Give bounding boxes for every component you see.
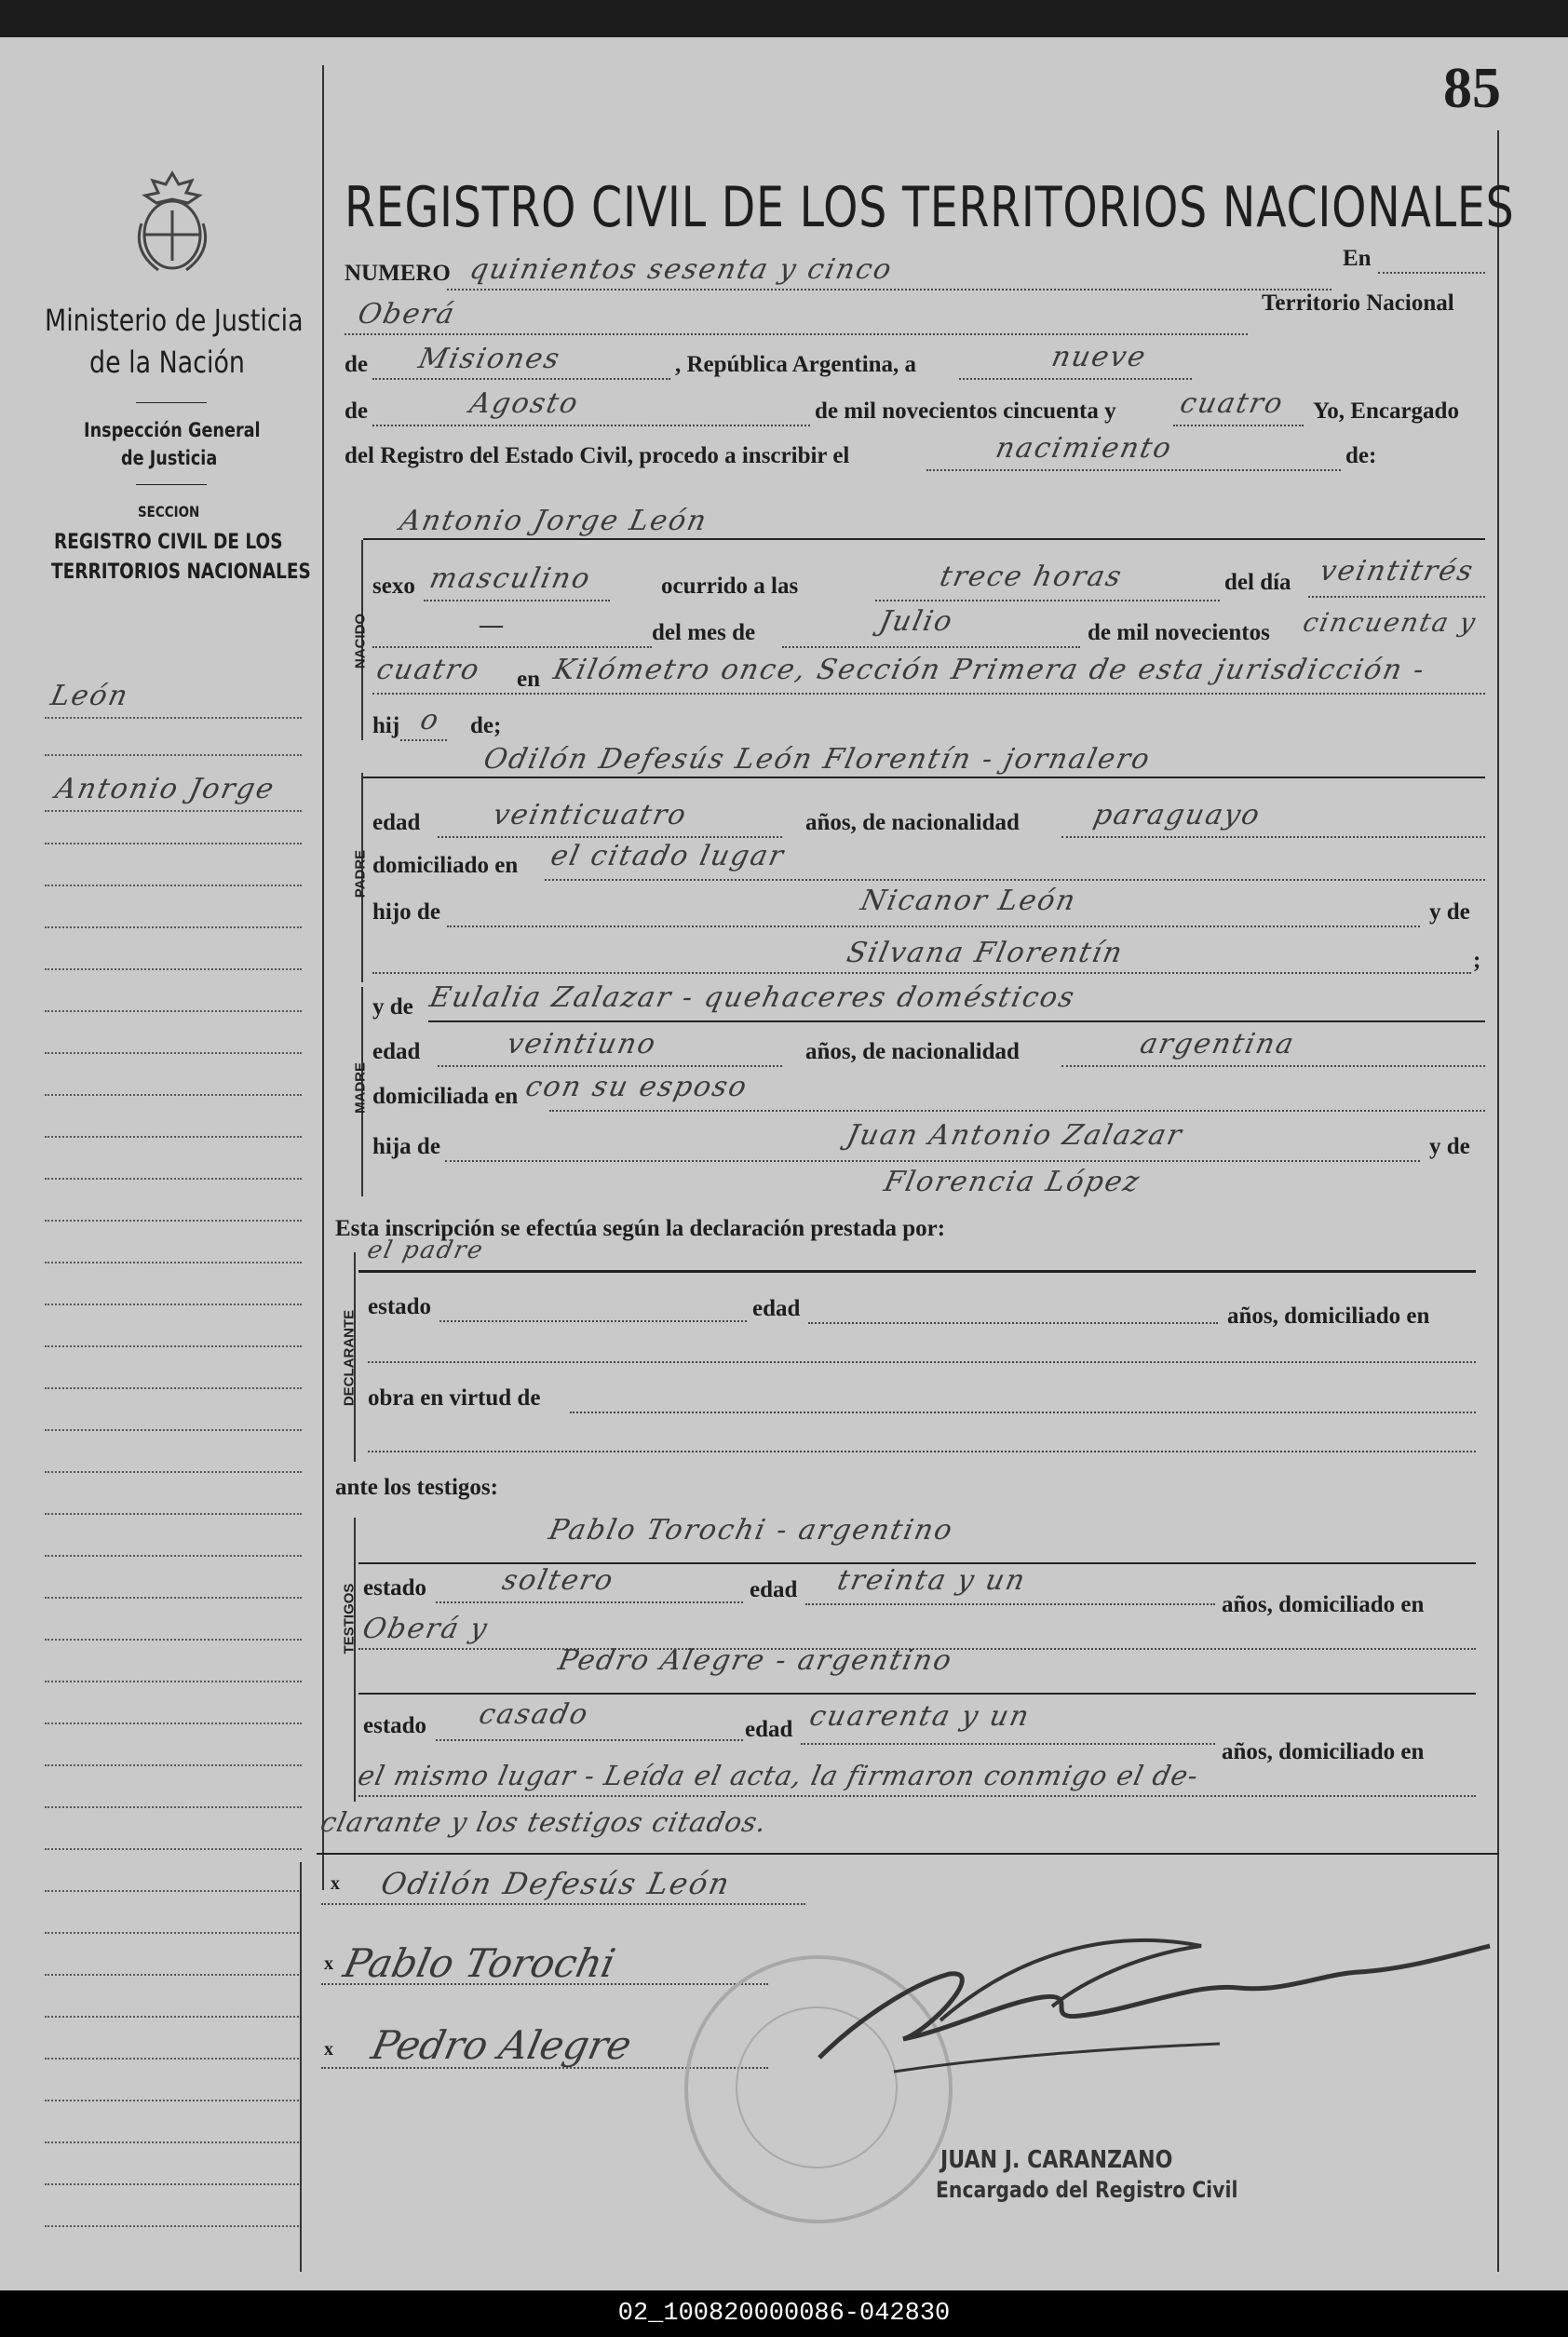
de-label-1: de [345, 352, 368, 377]
nacido-section-label: NACIDO [352, 613, 369, 669]
mes-label: del mes de [652, 620, 756, 645]
national-emblem-icon [130, 168, 214, 279]
declarante-edad-label: edad [752, 1296, 801, 1321]
sexo-value: masculino [426, 562, 595, 595]
birth-dash: — [480, 613, 503, 638]
officer-title: Encargado del Registro Civil [936, 2177, 1238, 2203]
republica-label: , República Argentina, a [675, 352, 917, 377]
officer-name: JUAN J. CARANZANO [940, 2146, 1173, 2174]
madre-nac-label: años, de nacionalidad [805, 1039, 1020, 1064]
year-label: de mil novecientos cincuenta y [815, 399, 1116, 424]
numero-label: NUMERO [345, 261, 451, 286]
page-number: 85 [1443, 57, 1501, 120]
testigos-intro: ante los testigos: [335, 1475, 498, 1500]
padre-nac-value: paraguayo [1090, 799, 1264, 831]
padre-edad-label: edad [372, 810, 421, 835]
mark-1: x [331, 1873, 340, 1894]
nacido-name: Antonio Jorge León [397, 505, 711, 537]
padre-y-de-label: y de [1429, 899, 1470, 925]
numero-value: quinientos sesenta y cinco [466, 253, 897, 286]
procedo-label: del Registro del Estado Civil, procedo a inscribir el [345, 443, 850, 468]
day-of-birth-value: veintitrés [1317, 555, 1478, 588]
declarante-obra-label: obra en virtud de [368, 1385, 541, 1411]
hour-value: trece horas [937, 561, 1126, 593]
declarante-estado-label: estado [368, 1294, 432, 1319]
officer-signature-icon [801, 1918, 1508, 2086]
year-birth-value2: cuatro [373, 654, 484, 686]
closing-line2: clarante y los testigos citados. [318, 1806, 771, 1838]
madre-father-value: Juan Antonio Zalazar [844, 1119, 1186, 1152]
ocurrido-label: ocurrido a las [661, 574, 799, 599]
hijo-suffix: o [417, 704, 443, 736]
inspection-line1: Inspección General [84, 419, 261, 441]
act-value: nacimiento [993, 432, 1176, 465]
witness1-estado-value: soltero [499, 1564, 617, 1597]
padre-mother-value: Silvana Florentín [844, 937, 1127, 969]
form-title: REGISTRO CIVIL DE LOS TERRITORIOS NACIONALES [345, 175, 1515, 240]
ministry-line2: de la Nación [89, 344, 245, 380]
signature-witness1: Pablo Torochi [339, 1940, 619, 1986]
territory-value: Misiones [415, 343, 564, 375]
signature-declarante: Odilón Defesús León [377, 1866, 735, 1901]
witness1-estado-label: estado [363, 1575, 427, 1601]
declarante-section-label: DECLARANTE [341, 1309, 358, 1407]
en-label: En [1343, 246, 1372, 271]
year-birth-label: de mil novecientos [1088, 620, 1270, 645]
witness2-estado-label: estado [363, 1713, 427, 1738]
madre-y-de-label: y de [372, 994, 413, 1020]
de-colon: de: [1345, 443, 1377, 468]
madre-dom-label: domiciliada en [372, 1084, 519, 1109]
sidebar-given-names: Antonio Jorge [52, 773, 278, 805]
testigos-section-label: TESTIGOS [341, 1583, 358, 1655]
witness2-estado-value: casado [476, 1698, 592, 1731]
madre-section-label: MADRE [352, 1062, 369, 1114]
witness2-edad-value: cuarenta y un [806, 1700, 1034, 1733]
madre-mother-value: Florencia López [881, 1166, 1144, 1198]
declarante-name: el padre [364, 1236, 487, 1264]
closing-line1: el mismo lugar - Leída el acta, la firmaron conmigo el de- [355, 1760, 1202, 1791]
territorio-label: Territorio Nacional [1262, 290, 1454, 316]
padre-section-label: PADRE [352, 849, 369, 898]
mark-3: x [324, 2039, 333, 2060]
place-value: Oberá [355, 298, 459, 331]
birth-month-value: Julio [876, 605, 957, 638]
padre-dom-label: domiciliado en [372, 853, 519, 878]
madre-name: Eulalia Zalazar - quehaceres domésticos [426, 981, 1079, 1014]
madre-nac-value: argentina [1137, 1028, 1299, 1060]
padre-edad-value: veinticuatro [490, 799, 691, 831]
padre-dom-value: el citado lugar [547, 840, 789, 872]
madre-edad-label: edad [372, 1039, 421, 1064]
declaracion-intro: Esta inscripción se efectúa según la declaración prestada por: [335, 1216, 946, 1241]
birth-place-value: Kilómetro once, Sección Primera de esta jurisdicción - [550, 654, 1429, 686]
en-place-label: en [517, 667, 540, 692]
witness1-dom-value: Oberá y [359, 1613, 492, 1645]
madre-edad-value: veintiuno [504, 1028, 660, 1060]
footer-code: 02_100820000086-042830 [0, 2290, 1568, 2337]
padre-nac-label: años, de nacionalidad [805, 810, 1020, 835]
padre-name: Odilón Defesús León Florentín - jornalero [480, 743, 1155, 776]
month-value: Agosto [466, 387, 583, 420]
sexo-label: sexo [372, 574, 415, 599]
witness1-edad-label: edad [750, 1577, 798, 1602]
padre-hijo-label: hijo de [372, 899, 440, 925]
year-birth-value: cincuenta y [1300, 607, 1480, 638]
declarante-anos-label: años, domiciliado en [1227, 1304, 1430, 1329]
madre-y-de-label2: y de [1429, 1134, 1470, 1159]
witness2-anos-label: años, domiciliado en [1222, 1739, 1425, 1764]
document-page [0, 37, 1568, 2290]
de-label-2: de [345, 399, 368, 424]
witness1-anos-label: años, domiciliado en [1222, 1592, 1425, 1617]
witness2-name: Pedro Alegre - argentino [555, 1644, 956, 1677]
inspection-line2: de Justicia [121, 447, 218, 469]
padre-father-value: Nicanor León [858, 885, 1080, 917]
day-value: nueve [1048, 341, 1150, 373]
padre-semicolon: ; [1473, 948, 1481, 973]
madre-hija-label: hija de [372, 1134, 440, 1159]
ministry-line1: Ministerio de Justicia [45, 303, 304, 338]
witness1-name: Pablo Torochi - argentino [546, 1514, 957, 1547]
sidebar-surname: León [47, 680, 132, 712]
year-value: cuatro [1177, 387, 1288, 420]
madre-dom-value: con su esposo [522, 1071, 751, 1103]
signature-witness2: Pedro Alegre [367, 2022, 636, 2068]
hijo-de-label: de; [470, 713, 502, 738]
encargado-label: Yo, Encargado [1313, 399, 1459, 424]
section-label: SECCION [138, 503, 200, 520]
witness1-edad-value: treinta y un [834, 1564, 1030, 1597]
mark-2: x [324, 1953, 333, 1974]
section-line1: REGISTRO CIVIL DE LOS [54, 531, 283, 554]
section-line2: TERRITORIOS NACIONALES [51, 561, 311, 584]
hijo-label: hij [372, 713, 400, 738]
witness2-edad-label: edad [745, 1717, 793, 1742]
dia-label: del día [1224, 570, 1291, 595]
